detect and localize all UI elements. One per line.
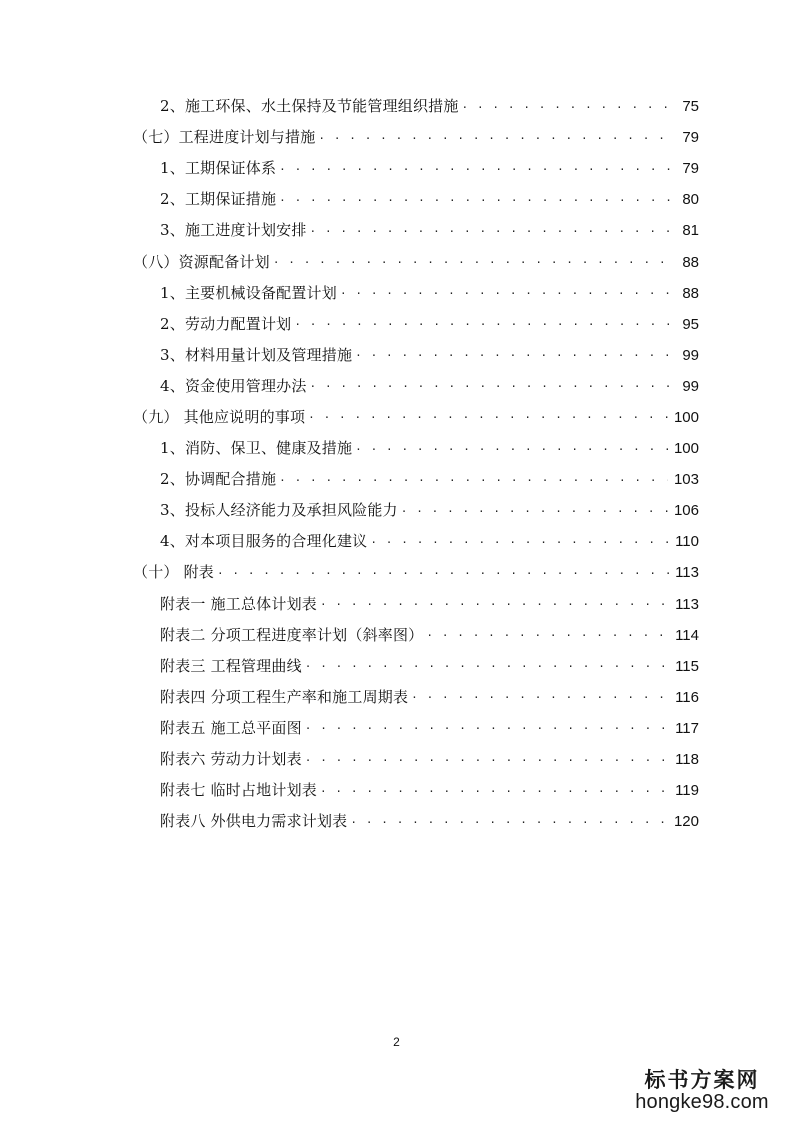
toc-entry-page: 99	[682, 377, 699, 395]
toc-entry-page: 116	[675, 688, 699, 706]
toc-entry-line	[133, 565, 699, 581]
toc-entry-page: 118	[675, 751, 699, 769]
toc-entry[interactable]	[0, 215, 793, 246]
toc-entry-label: 1、工期保证体系	[160, 159, 277, 178]
toc-entry-label: 1、主要机械设备配置计划	[160, 283, 337, 302]
toc-entry[interactable]	[0, 651, 793, 682]
toc-entry-label: 1、消防、保卫、健康及措施	[160, 439, 353, 458]
toc-dot-leader	[279, 192, 676, 208]
toc-entry[interactable]	[0, 246, 793, 277]
toc-dot-leader	[305, 658, 669, 674]
toc-entry[interactable]	[0, 557, 793, 588]
toc-entry-line	[160, 99, 699, 115]
toc-dot-leader	[426, 627, 669, 643]
toc-entry-label: 附表一 施工总体计划表	[160, 594, 317, 613]
toc-entry-page: 88	[682, 284, 699, 302]
toc-dot-leader	[294, 316, 676, 332]
toc-entry[interactable]	[0, 153, 793, 184]
toc-entry-page: 115	[675, 657, 699, 675]
toc-entry-label: 附表七 临时占地计划表	[160, 781, 317, 800]
toc-entry-line	[160, 534, 699, 550]
toc-entry-label: （十） 附表	[133, 563, 214, 582]
toc-entry-label: 附表四 分项工程生产率和施工周期表	[160, 687, 409, 706]
toc-entry-label: 4、对本项目服务的合理化建议	[160, 532, 368, 551]
toc-entry[interactable]	[0, 309, 793, 340]
toc-entry-page: 110	[675, 533, 699, 551]
toc-entry-label: 3、材料用量计划及管理措施	[160, 345, 353, 364]
toc-entry-line	[160, 720, 699, 736]
toc-entry-label: 2、劳动力配置计划	[160, 314, 292, 333]
toc-entry-page: 95	[682, 315, 699, 333]
toc-entry[interactable]	[0, 806, 793, 837]
toc-entry-page: 113	[675, 564, 699, 582]
toc-dot-leader	[462, 99, 677, 115]
toc-entry[interactable]	[0, 464, 793, 495]
toc-dot-leader	[217, 565, 669, 581]
toc-entry-line	[133, 254, 699, 270]
toc-entry[interactable]	[0, 620, 793, 651]
toc-entry-line	[160, 285, 699, 301]
toc-entry-label: 4、资金使用管理办法	[160, 376, 307, 395]
toc-entry-label: （九） 其他应说明的事项	[133, 407, 306, 426]
toc-entry-line	[160, 596, 699, 612]
watermark	[627, 1068, 777, 1114]
toc-entry-page: 88	[682, 253, 699, 271]
toc-entry-page: 114	[675, 626, 699, 644]
toc-entry[interactable]	[0, 402, 793, 433]
toc-entry[interactable]	[0, 184, 793, 215]
toc-dot-leader	[279, 161, 676, 177]
toc-entry-label: 附表二 分项工程进度率计划（斜率图）	[160, 625, 424, 644]
toc-dot-leader	[310, 378, 677, 394]
toc-entry[interactable]	[0, 589, 793, 620]
toc-entry-label: 2、施工环保、水土保持及节能管理组织措施	[160, 97, 459, 116]
toc-entry-page: 81	[682, 222, 699, 240]
toc-entry-line	[160, 378, 699, 394]
toc-entry-line	[160, 223, 699, 239]
toc-entry-page: 75	[682, 98, 699, 116]
toc-entry[interactable]	[0, 278, 793, 309]
toc-dot-leader	[308, 409, 668, 425]
toc-entry-label: （八）资源配备计划	[133, 252, 270, 271]
toc-entry-label: 3、施工进度计划安排	[160, 221, 307, 240]
page-number: 2	[393, 1035, 400, 1049]
toc-entry-line	[160, 441, 699, 457]
toc-dot-leader	[320, 783, 669, 799]
toc-entry[interactable]	[0, 713, 793, 744]
toc-dot-leader	[279, 472, 668, 488]
toc-entry-page: 100	[673, 408, 699, 426]
toc-entry-label: 附表八 外供电力需求计划表	[160, 812, 348, 831]
toc-entry-line	[133, 130, 699, 146]
toc-entry-label: （七）工程进度计划与措施	[133, 128, 316, 147]
toc-dot-leader	[273, 254, 677, 270]
toc-dot-leader	[355, 441, 668, 457]
toc-entry-line	[133, 409, 699, 425]
watermark-brand: 标书方案网	[644, 1066, 760, 1092]
toc-entry-page: 103	[673, 471, 699, 489]
toc-entry-line	[160, 347, 699, 363]
toc-entry-line	[160, 752, 699, 768]
toc-entry[interactable]	[0, 340, 793, 371]
toc-dot-leader	[401, 503, 668, 519]
toc-entry-page: 99	[682, 346, 699, 364]
toc-entry-page: 79	[682, 160, 699, 178]
toc-entry-page: 119	[675, 782, 699, 800]
toc-entry[interactable]	[0, 744, 793, 775]
toc-entry[interactable]	[0, 371, 793, 402]
toc-entry-page: 106	[673, 502, 699, 520]
toc-entry-page: 120	[673, 813, 699, 831]
toc-dot-leader	[320, 596, 669, 612]
toc-dot-leader	[370, 534, 669, 550]
toc-entry-line	[160, 689, 699, 705]
table-of-contents	[0, 91, 793, 837]
toc-entry-line	[160, 161, 699, 177]
toc-dot-leader	[318, 130, 676, 146]
toc-entry-label: 附表六 劳动力计划表	[160, 750, 302, 769]
toc-entry[interactable]	[0, 526, 793, 557]
toc-entry[interactable]	[0, 775, 793, 806]
toc-entry-label: 2、工期保证措施	[160, 190, 277, 209]
toc-dot-leader	[305, 752, 669, 768]
toc-entry-label: 附表五 施工总平面图	[160, 718, 302, 737]
toc-entry-page: 80	[682, 191, 699, 209]
toc-entry-line	[160, 783, 699, 799]
toc-dot-leader	[310, 223, 677, 239]
toc-entry-label: 附表三 工程管理曲线	[160, 656, 302, 675]
toc-entry-line	[160, 192, 699, 208]
toc-entry-line	[160, 472, 699, 488]
toc-entry[interactable]	[0, 495, 793, 526]
watermark-url: hongke98.com	[635, 1091, 769, 1113]
toc-entry-line	[160, 316, 699, 332]
toc-entry-page: 100	[673, 440, 699, 458]
toc-entry-label: 3、投标人经济能力及承担风险能力	[160, 501, 398, 520]
toc-entry[interactable]	[0, 91, 793, 122]
toc-dot-leader	[340, 285, 676, 301]
toc-entry-line	[160, 627, 699, 643]
toc-entry-line	[160, 503, 699, 519]
toc-entry-page: 117	[675, 719, 699, 737]
toc-dot-leader	[350, 814, 668, 830]
toc-entry-page: 113	[675, 595, 699, 613]
toc-entry-page: 79	[682, 129, 699, 147]
toc-entry[interactable]	[0, 682, 793, 713]
toc-entry[interactable]	[0, 433, 793, 464]
toc-entry-line	[160, 658, 699, 674]
toc-dot-leader	[305, 720, 669, 736]
toc-dot-leader	[411, 689, 669, 705]
toc-entry-label: 2、协调配合措施	[160, 470, 277, 489]
toc-dot-leader	[355, 347, 676, 363]
toc-entry-line	[160, 814, 699, 830]
toc-entry[interactable]	[0, 122, 793, 153]
